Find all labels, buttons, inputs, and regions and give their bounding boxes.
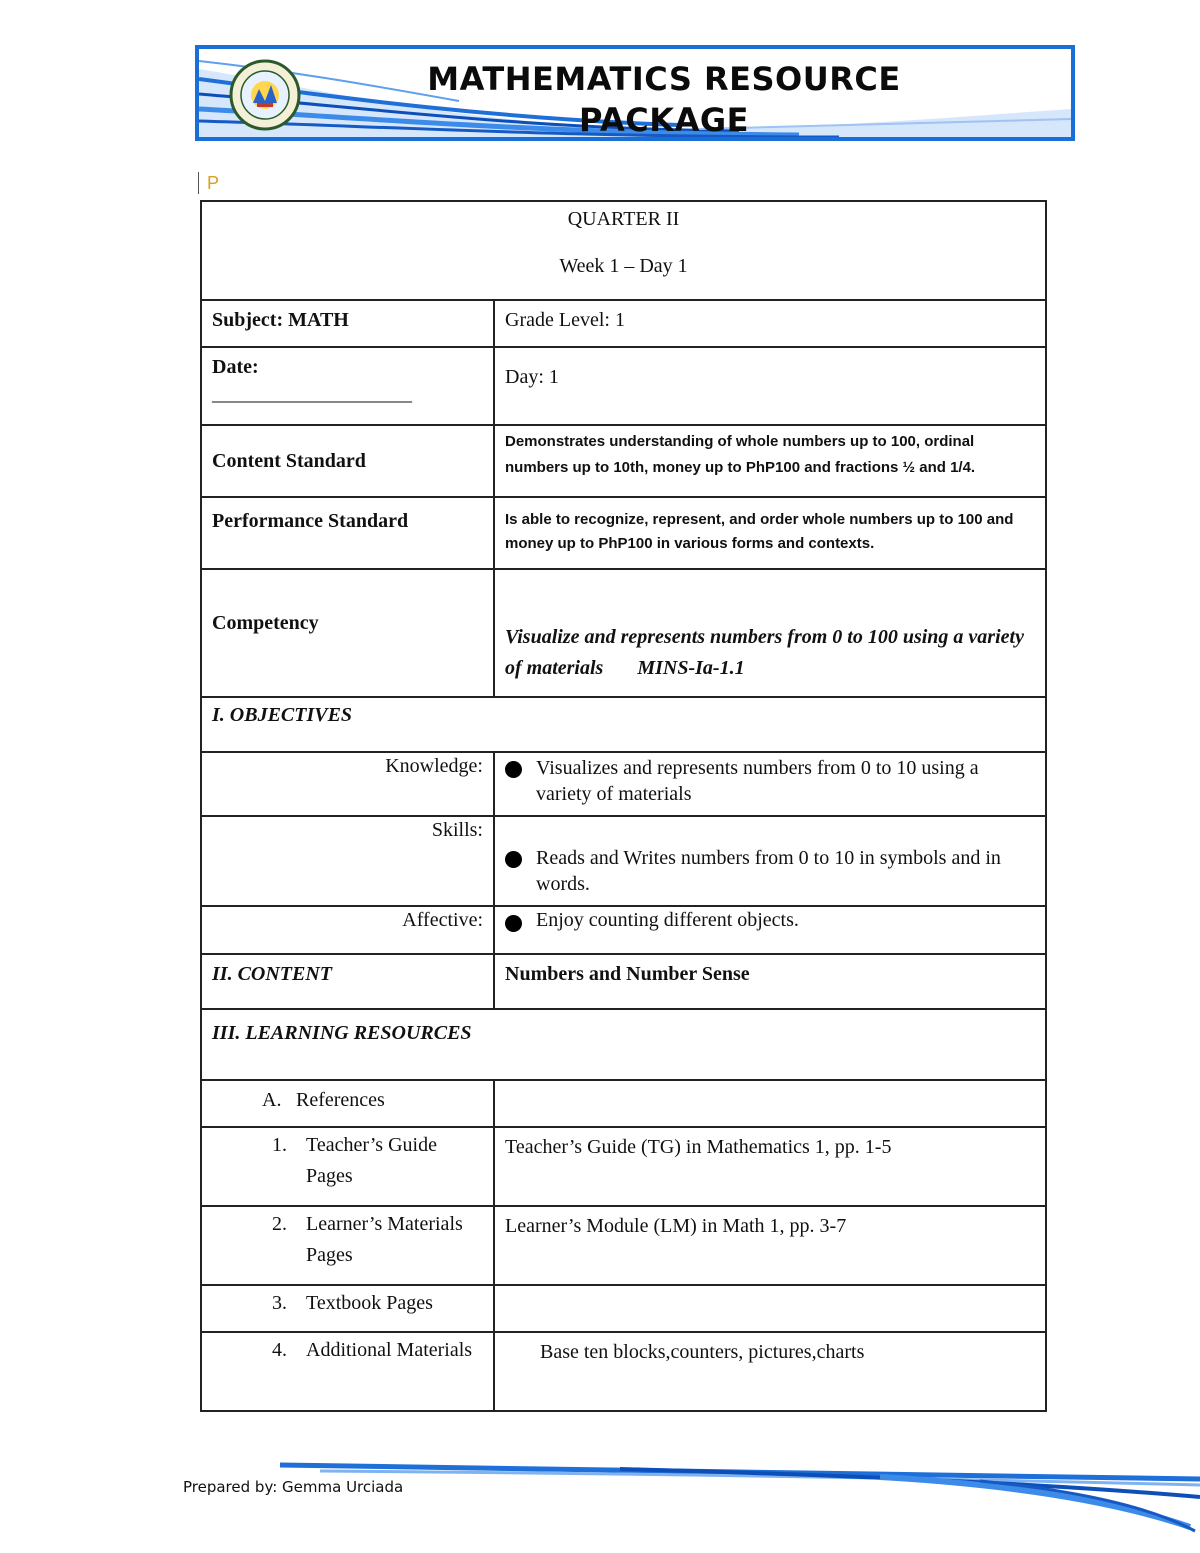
header-banner <box>195 45 1075 141</box>
footer-wave-decoration <box>280 1445 1200 1535</box>
content-text: Numbers and Number Sense <box>505 963 750 985</box>
resource-row-2 <box>201 1206 1046 1285</box>
bullet-icon <box>505 761 522 778</box>
date-label: Date: <box>212 356 259 378</box>
skills-item <box>495 817 1045 905</box>
resource-row-3 <box>201 1285 1046 1332</box>
content-standard-text: Demonstrates understanding of whole numbers up to 100, ordinal numbers up to 10th, money up to PhP100 and fractions ½ and 1/4. <box>505 433 976 476</box>
resources-heading: III. LEARNING RESOURCES <box>212 1022 472 1044</box>
knowledge-item <box>495 753 1045 815</box>
competency-label: Competency <box>212 612 319 634</box>
date-line: ____________________ <box>212 383 412 405</box>
resource-num: 1. <box>272 1134 287 1156</box>
banner-title <box>424 59 904 141</box>
objectives-row <box>201 697 1046 752</box>
subject-label: Subject: MATH <box>212 309 349 331</box>
resource-row-1 <box>201 1127 1046 1206</box>
bullet-icon <box>505 851 522 868</box>
performance-standard-label: Performance Standard <box>212 510 409 532</box>
objectives-heading: I. OBJECTIVES <box>212 704 353 726</box>
resource-label: Learner’s Materials Pages <box>306 1213 463 1266</box>
resource-num: 3. <box>272 1292 287 1314</box>
resource-row-4 <box>201 1332 1046 1411</box>
affective-text: Enjoy counting different objects. <box>536 909 799 931</box>
affective-item <box>495 907 1045 940</box>
date-row <box>201 347 1046 425</box>
resources-row <box>201 1009 1046 1080</box>
resource-label-1 <box>202 1128 493 1200</box>
resource-label: Additional Materials <box>306 1339 473 1361</box>
resource-value-2: Learner’s Module (LM) in Math 1, pp. 3-7 <box>505 1215 847 1237</box>
resource-num: 4. <box>272 1339 287 1361</box>
affective-row <box>201 906 1046 954</box>
banner-title-line1: MATHEMATICS RESOURCE <box>427 60 901 98</box>
skills-row <box>201 816 1046 906</box>
competency-code: MINS-Ia-1.1 <box>637 657 745 679</box>
resource-label-3 <box>202 1286 493 1327</box>
resource-value-1: Teacher’s Guide (TG) in Mathematics 1, pp. 1-5 <box>505 1136 892 1158</box>
content-standard-row <box>201 425 1046 497</box>
resource-label-4 <box>202 1333 493 1374</box>
references-item <box>202 1081 493 1120</box>
deped-seal-icon <box>229 59 301 131</box>
grade-level: Grade Level: 1 <box>505 309 625 331</box>
lesson-plan-table <box>200 200 1047 1412</box>
banner-title-line2: PACKAGE <box>579 101 749 139</box>
bullet-icon <box>505 915 522 932</box>
quarter-row <box>201 201 1046 300</box>
references-label: References <box>296 1089 385 1111</box>
content-row <box>201 954 1046 1009</box>
competency-text <box>495 570 1045 692</box>
knowledge-row <box>201 752 1046 816</box>
day-value: Day: 1 <box>505 366 559 388</box>
cursor-text: P <box>198 172 219 194</box>
prepared-by: Prepared by: Gemma Urciada <box>183 1478 404 1496</box>
competency-description: Visualize and represents numbers from 0 to 100 using a variety of materials <box>505 626 1024 679</box>
skills-text: Reads and Writes numbers from 0 to 10 in symbols and in words. <box>536 847 1001 895</box>
resource-value-3 <box>495 1286 1045 1302</box>
references-letter: A. <box>262 1089 282 1111</box>
content-heading: II. CONTENT <box>212 963 333 985</box>
content-standard-label: Content Standard <box>212 449 366 472</box>
competency-row <box>201 569 1046 697</box>
subject-row <box>201 300 1046 347</box>
skills-label: Skills: <box>431 819 483 841</box>
performance-standard-row <box>201 497 1046 569</box>
resource-label-2 <box>202 1207 493 1279</box>
resource-num: 2. <box>272 1213 287 1235</box>
week-day: Week 1 – Day 1 <box>559 255 688 277</box>
knowledge-label: Knowledge: <box>385 755 483 777</box>
affective-label: Affective: <box>402 909 483 931</box>
quarter-title: QUARTER II <box>567 208 680 230</box>
resource-label: Teacher’s Guide Pages <box>306 1134 437 1187</box>
performance-standard-text: Is able to recognize, represent, and order whole numbers up to 100 and money up to PhP100 in various forms and contexts. <box>505 511 1014 552</box>
resource-label: Textbook Pages <box>306 1292 433 1314</box>
resource-value-4: Base ten blocks,counters, pictures,charts <box>540 1341 865 1363</box>
knowledge-text: Visualizes and represents numbers from 0 to 10 using a variety of materials <box>536 757 979 805</box>
references-row <box>201 1080 1046 1127</box>
